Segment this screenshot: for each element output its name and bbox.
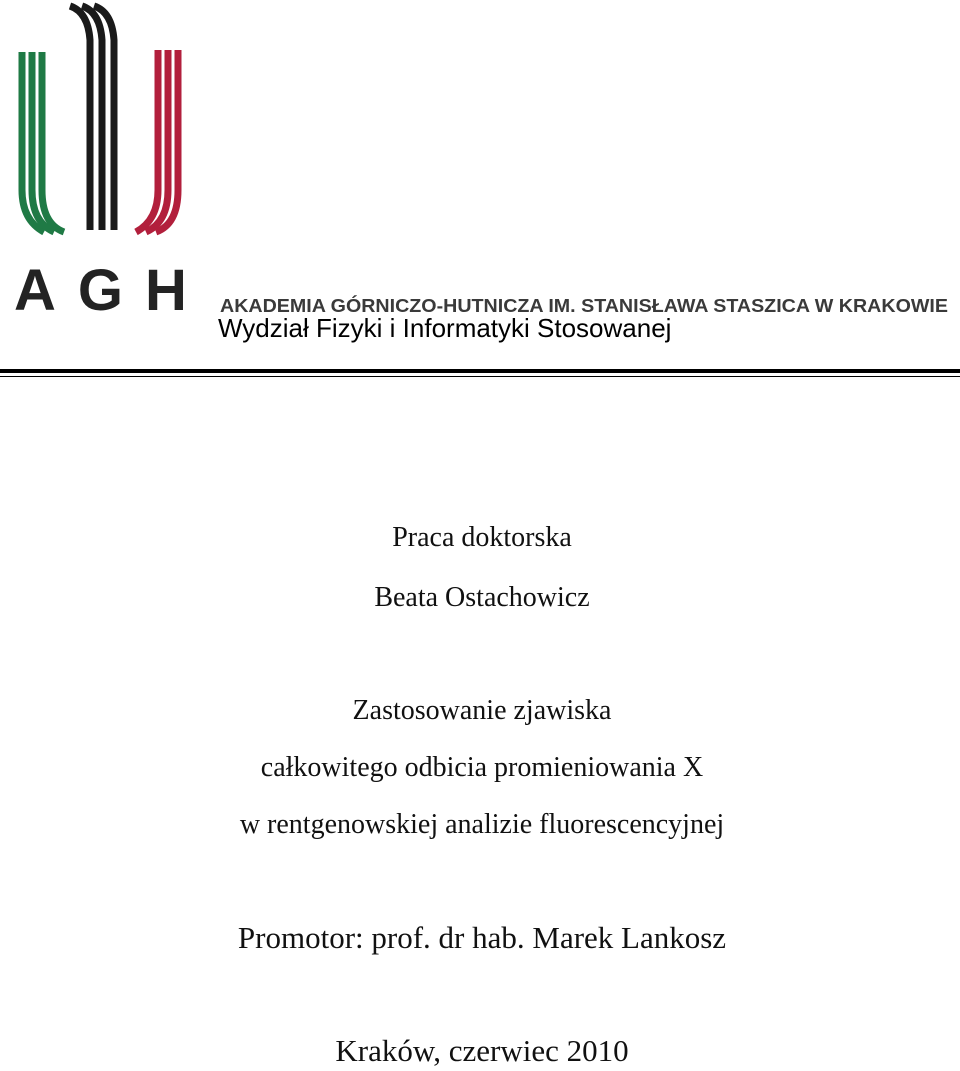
logo-black-stripes <box>70 6 114 230</box>
thesis-title-line-1: Zastosowanie zjawiska <box>352 695 612 726</box>
logo-acronym: AGH <box>14 258 209 320</box>
supervisor-line: Promotor: prof. dr hab. Marek Lankosz <box>237 920 727 955</box>
faculty-name: Wydział Fizyki i Informatyki Stosowanej <box>218 313 672 343</box>
header-rule-thin <box>0 376 960 377</box>
place-date-line: Kraków, czerwiec 2010 <box>335 1033 629 1068</box>
header-rule-thick <box>0 369 960 373</box>
logo-green-stripes <box>22 52 64 232</box>
thesis-title-line-3: w rentgenowskiej analizie fluorescencyjnej <box>239 809 725 840</box>
thesis-type: Praca doktorska <box>392 522 572 553</box>
author-name: Beata Ostachowicz <box>374 582 590 613</box>
logo-full-name: AKADEMIA GÓRNICZO-HUTNICZA IM. STANISŁAWA STASZICA W KRAKOWIE <box>220 295 948 316</box>
logo-red-stripes <box>136 50 178 232</box>
agh-logo <box>0 0 960 320</box>
thesis-title-line-2: całkowitego odbicia promieniowania X <box>260 752 704 783</box>
